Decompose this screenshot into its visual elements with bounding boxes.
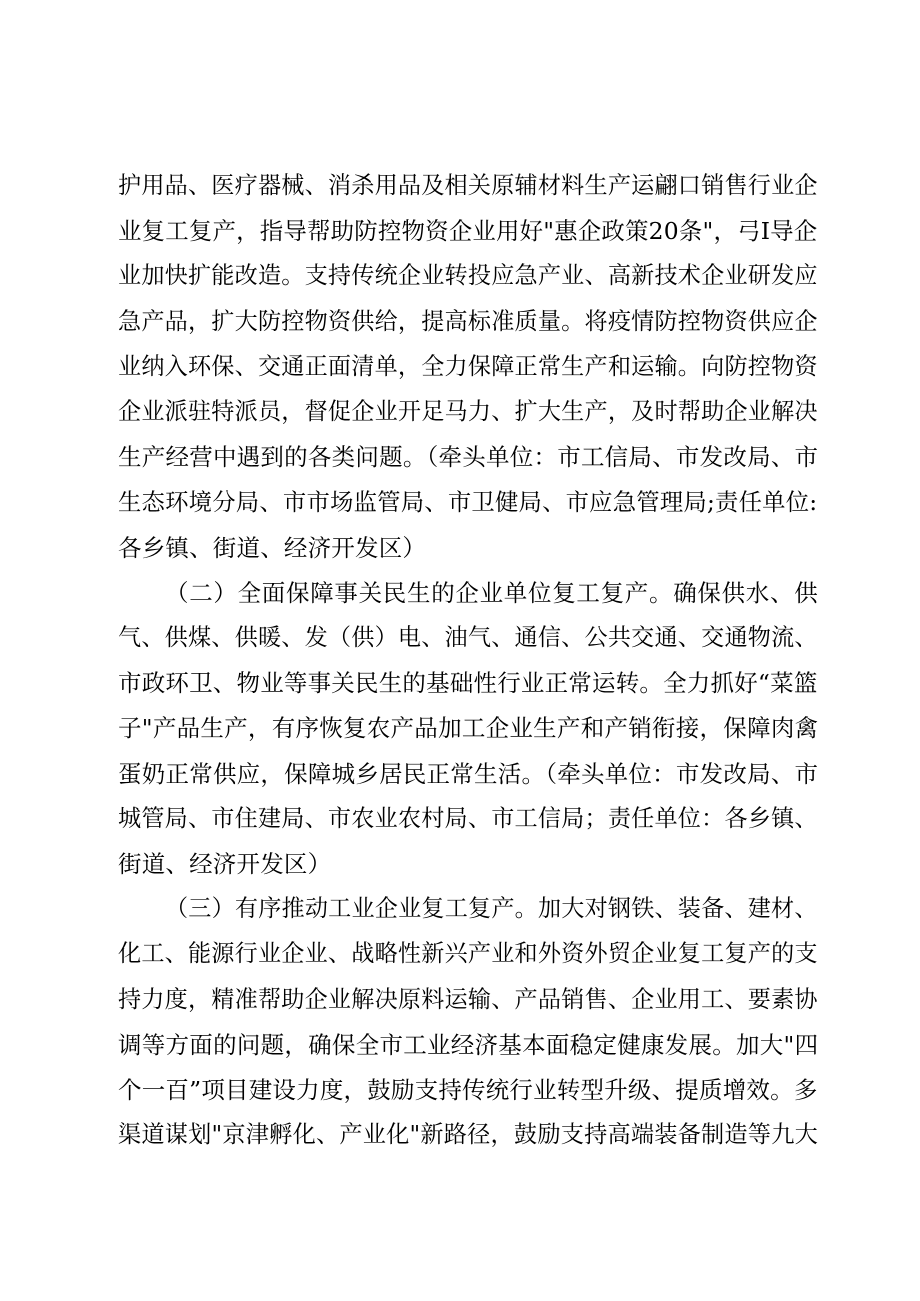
text-line: 调等方面的问题，确保全市工业经济基本面稳定健康发展。加大"四 [118,1030,819,1059]
text-line: 各乡镇、街道、经济开发区） [118,533,427,562]
text-line: 生态环境分局、市市场监管局、市卫健局、市应急管理局;责任单位: [118,488,818,517]
text-line: 急产品，扩大防控物资供给，提高标准质量。将疫情防控物资供应企 [118,308,818,335]
text-line: 个一百”项目建设力度，鼓励支持传统行业转型升级、提质增效。多 [118,1076,818,1104]
text-line: 业加快扩能改造。支持传统企业转投应急产业、高新技术企业研发应 [118,263,818,290]
text-line: 业复工复产，指导帮助防控物资企业用好"惠企政策20条"，弓I导企 [118,217,818,246]
text-line: 气、供煤、供暖、发（供）电、油气、通信、公共交通、交通物流、 [118,625,818,651]
text-line: 子"产品生产，有序恢复农产品加工企业生产和产销衔接，保障肉禽 [118,714,819,743]
text-line: 市政环卫、物业等事关民生的基础性行业正常运转。全力抓好“菜篮 [118,669,818,698]
paragraph-first-line: （二）全面保障事关民生的企业单位复工复产。确保供水、供 [165,578,819,607]
text-line: 街道、经济开发区） [118,850,332,878]
text-line: 城管局、市住建局、市农业农村局、市工信局；责任单位：各乡镇、 [118,805,818,832]
text-line: 生产经营中遇到的各类问题。（牵头单位：市工信局、市发改局、市 [118,443,819,472]
text-line: 护用品、医疗器械、消杀用品及相关原辅材料生产运翩口销售行业企 [118,173,818,199]
text-line: 持力度，精准帮助企业解决原料运输、产品销售、企业用工、要素协 [118,986,818,1013]
text-line: 化工、能源行业企业、战略性新兴产业和外资外贸企业复工复产的支 [118,941,818,968]
text-line: 蛋奶正常供应，保障城乡居民正常生活。（牵头单位：市发改局、市 [118,759,819,788]
paragraph-first-line: （三）有序推动工业企业复工复产。加大对钢铁、装备、建材、 [165,896,818,923]
text-line: 企业派驻特派员，督促企业开足马力、扩大生产，及时帮助企业解决 [118,399,818,425]
text-line: 业纳入环保、交通正面清单，全力保障正常生产和运输。向防控物资 [118,353,818,380]
text-line: 渠道谋划"京津孵化、产业化"新路径，鼓励支持高端装备制造等九大 [118,1121,818,1149]
